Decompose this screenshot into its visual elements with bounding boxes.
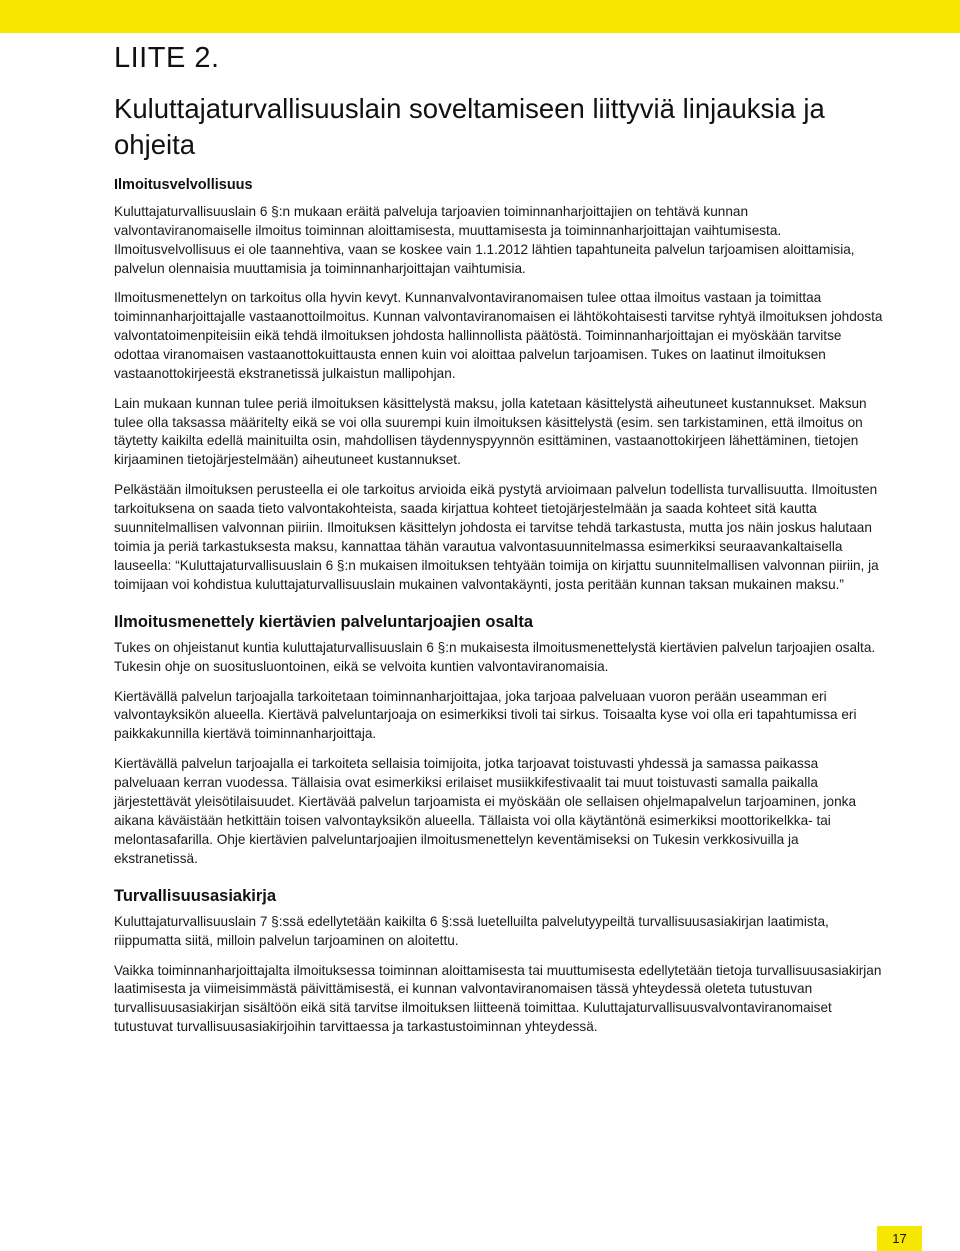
paragraph: Kiertävällä palvelun tarjoajalla tarkoitetaan toiminnanharjoittajaa, joka tarjoaa palveluaan vuoron perään useamman eri valvontayksikön alueella. Kiertävä palveluntarjoaja on esimerkiksi tivoli tai sirkus. Toisaalta kyse voi olla eri tapahtumissa eri paikkakunnilla kiertävä toiminnanharjoittaja. (114, 688, 857, 742)
section-safety-document (114, 885, 884, 1037)
section-traveling-providers (114, 611, 884, 869)
page-title: Kuluttajaturvallisuuslain soveltamiseen liittyviä linjauksia ja ohjeita (114, 93, 825, 160)
page-number: 17 (877, 1226, 922, 1251)
paragraph: Tukes on ohjeistanut kuntia kuluttajaturvallisuuslain 6 §:n mukaisesta ilmoitusmenettelystä kiertävien palvelun tarjoajien osalta. Tukesin ohje on suositusluontoinen, eikä se velvoita kuntien valvontaviranomaisia. (114, 639, 876, 674)
paragraph: Kuluttajaturvallisuuslain 6 §:n mukaan eräitä palveluja tarjoavien toiminnanharjoittajien on tehtävä kunnan valvontaviranomaiselle ilmoitus toiminnan aloittamisesta, muuttamisesta ja toiminnanharjoittajan vaihtumisesta. Ilmoitusvelvollisuus ei ole taannehtiva, vaan se koskee vain 1.1.2012 lähtien tapahtuneita palvelun tarjoamisen aloittamisia, palvelun olennaisia muuttamisia ja toiminnanharjoittajan vaihtumisia. (114, 204, 855, 276)
section-heading: Ilmoitusvelvollisuus (114, 177, 253, 193)
section-heading: Ilmoitusmenettely kiertävien palveluntarjoajien osalta (114, 612, 534, 631)
paragraph: Pelkästään ilmoituksen perusteella ei ole tarkoitus arvioida eikä pystytä arvioimaan palvelun todellista turvallisuutta. Ilmoitusten tarkoituksena on saada tieto valvontakohteista, saada kirjattua kohteet tietojärjestelmään ja saada kohteet sitä kautta suunnitelmallisen valvonnan piiriin. Ilmoituksen käsittelyn johdosta ei tarvitse tehdä tarkastusta, mutta jos näin joskus halutaan toimia ja periä tarkastuksesta maksu, kannattaa tähän varautua valvontasuunnitelmassa esimerkiksi seuraavankaltaisella lauseella: “Kuluttajaturvallisuuslain 6 §:n mukaisen ilmoituksen tehtyään toimija on kirjattu suunnitelmallisen valvonnan piiriin, ja toimijaan voi kohdistua kuluttajaturvallisuuslain mukainen valvontakäynti, josta peritään kunnan taksan mukainen maksu.” (114, 482, 879, 592)
section-notification-obligation (114, 175, 884, 595)
appendix-label: LIITE 2. (114, 42, 220, 74)
document-body (114, 175, 884, 1037)
paragraph: Kuluttajaturvallisuuslain 7 §:ssä edellytetään kaikilta 6 §:ssä luetelluilta palvelutyypeiltä turvallisuusasiakirjan laatimista, riippumatta siitä, milloin palvelun tarjoaminen on aloitettu. (114, 913, 829, 948)
top-accent-bar (0, 0, 960, 33)
paragraph: Kiertävällä palvelun tarjoajalla ei tarkoiteta sellaisia toimijoita, jotka tarjoavat toistuvasti yhdessä ja samassa paikassa palveluaan kerran vuodessa. Tällaisia ovat esimerkiksi erilaiset musiikkifestivaalit tai muut toistuvasti samalla paikalla järjestettävät yleisötilaisuudet. Kiertävää palvelun tarjoamista ei myöskään ole sellaisen ohjelmapalvelun tarjoaminen, jonka aikana käväistään hetkittäin toisen valvontayksikön alueella. Tällaista voi olla käytäntönä esimerkiksi moottorikelkka- tai melontasafarilla. Ohje kiertävien palveluntarjoajien ilmoitusmenettelyn keventämiseksi on Tukesin verkkosivuilla ja ekstranetissä. (114, 756, 857, 866)
paragraph: Vaikka toiminnanharjoittajalta ilmoituksessa toiminnan aloittamisesta tai muuttumisesta edellytetään tietoja turvallisuusasiakirjan laatimisesta ja viimeisimmästä päivittämisestä, ei kunnan valvontaviranomaisen tässä yhteydessä oleteta tutustuvan turvallisuusasiakirjan sisältöön eikä sitä tarvitse ilmoituksen liitteenä toimittaa. Kuluttajaturvallisuusvalvontaviranomaiset tutustuvat turvallisuusasiakirjoihin tarvittaessa ja tarkastustoiminnan yhteydessä. (114, 962, 882, 1035)
paragraph: Ilmoitusmenettelyn on tarkoitus olla hyvin kevyt. Kunnanvalvontaviranomaisen tulee ottaa ilmoitus vastaan ja toimittaa toiminnanharjoittajalle vastaanottoilmoitus. Kunnan valvontaviranomaisen ei lähtökohtaisesti tarvitse ryhtyä ilmoituksen johdosta valvontatoimenpiteisiin eikä tehdä ilmoituksen johdosta hallinnollista päätöstä. Toiminnanharjoittajan ei myöskään tarvitse odottaa viranomaisen vastaanottokuittausta ennen kuin voi aloittaa palvelun tarjoamisen. Tukes on laatinut ilmoituksen vastaanottokirjeestä ekstranetissä julkaistun mallipohjan. (114, 290, 883, 381)
section-heading: Turvallisuusasiakirja (114, 886, 277, 905)
paragraph: Lain mukaan kunnan tulee periä ilmoituksen käsittelystä maksu, jolla katetaan käsittelystä aiheutuneet kustannukset. Maksun tulee olla taksassa määritelty eikä se voi olla suurempi kuin ilmoituksen käsittelystä (esim. sen tarkistaminen, että ilmoitus on täytetty kaikilta edellä mainituilta osin, mahdollisen täydennyspyynnön esittäminen, vastaanottokirjeen lähettäminen, tietojen kirjaaminen tietojärjestelmään) aiheutuneet kustannukset. (114, 395, 867, 468)
